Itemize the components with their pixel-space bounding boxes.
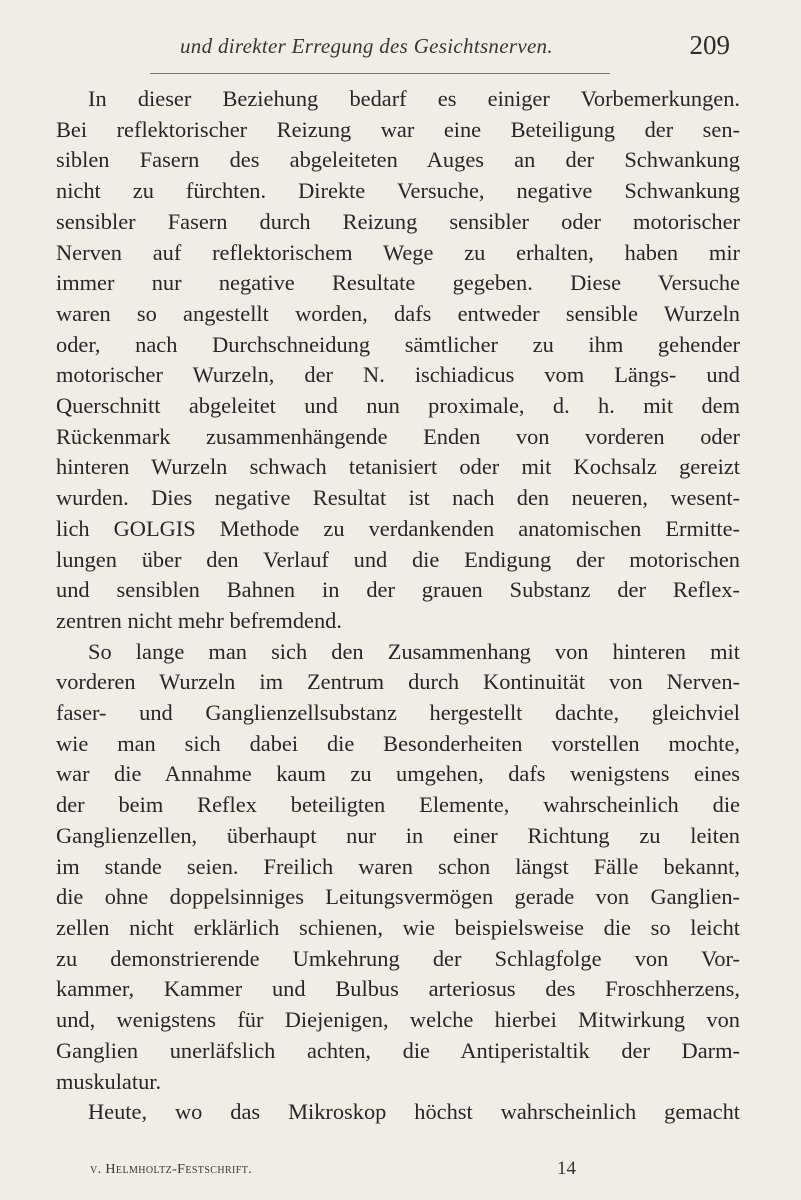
text-line: Ganglienzellen, überhaupt nur in einer Richtung zu leiten — [56, 822, 740, 848]
header-rule — [150, 73, 610, 74]
text-line: der beim Reflex beteiligten Elemente, wahrscheinlich die — [56, 792, 740, 818]
text-line: siblen Fasern des abgeleiteten Auges an der Schwankung — [56, 147, 740, 173]
text-line: kammer, Kammer und Bulbus arteriosus des Froschherzens, — [56, 976, 740, 1002]
text-line: hinteren Wurzeln schwach tetanisiert oder mit Kochsalz gereizt — [56, 454, 740, 480]
text-line: So lange man sich den Zusammenhang von hinteren mit — [88, 638, 740, 664]
paragraph-3 — [56, 1097, 740, 1128]
text-line: lungen über den Verlauf und die Endigung der motorischen — [56, 546, 740, 572]
text-line: oder, nach Durchschneidung sämtlicher zu ihm gehender — [56, 331, 740, 357]
text-line: lich GOLGIS Methode zu verdankenden anatomischen Ermitte- — [56, 515, 740, 541]
text-line: die ohne doppelsinniges Leitungsvermögen gerade von Ganglien- — [56, 884, 740, 910]
page-footer — [90, 1158, 730, 1186]
text-line: und sensiblen Bahnen in der grauen Substanz der Reflex- — [56, 577, 740, 603]
text-line: im stande seien. Freilich waren schon längst Fälle bekannt, — [56, 853, 740, 879]
running-head: und direkter Erregung des Gesichtsnerven. — [180, 34, 553, 58]
text-line: Heute, wo das Mikroskop höchst wahrscheinlich gemacht — [88, 1099, 740, 1125]
text-line: nicht zu fürchten. Direkte Versuche, negative Schwankung — [56, 178, 740, 204]
page-header — [140, 30, 760, 74]
printer-signature: v. Helmholtz-Festschrift. — [90, 1162, 253, 1177]
text-line: faser- und Ganglienzellsubstanz hergestellt dachte, gleichviel — [56, 700, 740, 726]
text-line: waren so angestellt worden, dafs entweder sensible Wurzeln — [56, 300, 740, 326]
text-line: und, wenigstens für Diejenigen, welche hierbei Mitwirkung von — [56, 1007, 740, 1033]
text-line: Nerven auf reflektorischem Wege zu erhalten, haben mir — [56, 239, 740, 265]
signature-number: 14 — [557, 1158, 576, 1179]
text-line: wie man sich dabei die Besonderheiten vorstellen mochte, — [56, 730, 740, 756]
text-line: vorderen Wurzeln im Zentrum durch Kontinuität von Nerven- — [56, 669, 740, 695]
text-line: immer nur negative Resultate gegeben. Diese Versuche — [56, 270, 740, 296]
text-line: Bei reflektorischer Reizung war eine Beteiligung der sen- — [56, 116, 740, 142]
text-line: muskulatur. — [56, 1068, 162, 1094]
text-line: In dieser Beziehung bedarf es einiger Vorbemerkungen. — [88, 86, 740, 111]
text-line: Querschnitt abgeleitet und nun proximale, d. h. mit dem — [56, 393, 740, 419]
paragraph-2 — [56, 637, 740, 1098]
text-line: Rückenmark zusammenhängende Enden von vorderen oder — [56, 423, 740, 449]
body-text — [56, 84, 740, 1128]
text-line: motorischer Wurzeln, der N. ischiadicus vom Längs- und — [56, 362, 740, 388]
page-number: 209 — [689, 30, 730, 60]
text-line: zellen nicht erklärlich schienen, wie beispielsweise die so leicht — [56, 914, 740, 940]
text-line: zu demonstrierende Umkehrung der Schlagfolge von Vor- — [56, 945, 740, 971]
text-line: sensibler Fasern durch Reizung sensibler oder motorischer — [56, 208, 740, 234]
text-line: Ganglien unerläfslich achten, die Antiperistaltik der Darm- — [56, 1037, 740, 1063]
text-line: war die Annahme kaum zu umgehen, dafs wenigstens eines — [56, 761, 740, 787]
text-line: zentren nicht mehr befremdend. — [56, 607, 342, 633]
paragraph-1 — [56, 84, 740, 637]
text-line: wurden. Dies negative Resultat ist nach den neueren, wesent- — [56, 485, 740, 511]
